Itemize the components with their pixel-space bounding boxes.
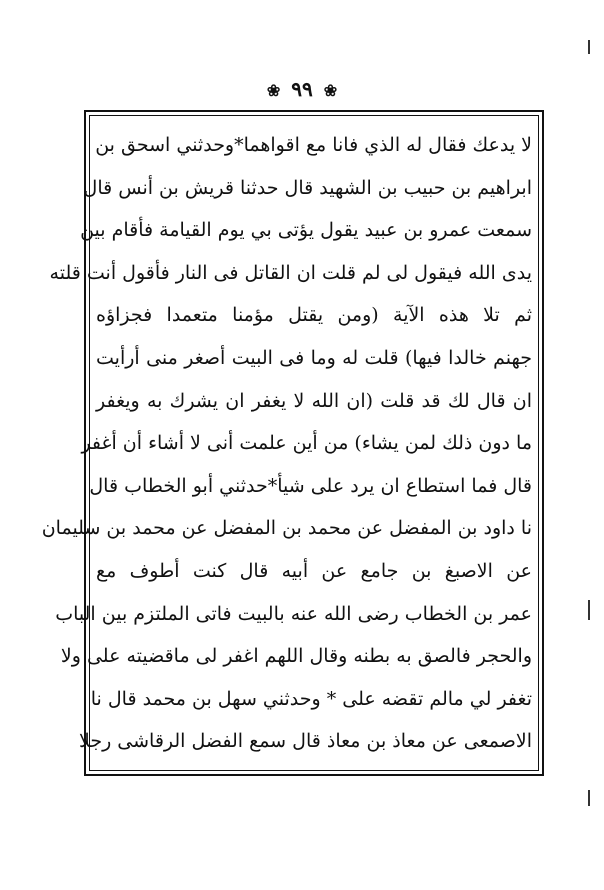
margin-mark	[588, 600, 590, 620]
margin-mark	[588, 40, 590, 54]
text-line: سمعت عمرو بن عبيد يقول يؤتى بي يوم القيامة فأقام بين	[80, 219, 532, 242]
ornament-icon: ❀	[323, 81, 338, 100]
ornament-icon: ❀	[266, 81, 281, 100]
page-number	[0, 76, 604, 104]
text-line: ما دون ذلك لمن يشاء) من أين علمت أنى لا أشاء أن أغفر	[81, 432, 532, 455]
text-line: عمر بن الخطاب رضى الله عنه بالبيت فاتى الملتزم بين الباب	[55, 602, 532, 625]
text-line: قال فما استطاع ان يرد على شيأ*حدثني أبو الخطاب قال	[89, 474, 532, 497]
text-line: الاصمعى عن معاذ بن معاذ قال سمع الفضل الرقاشى رجلا	[78, 730, 532, 753]
text-line: تغفر لي مالم تقضه على * وحدثني سهل بن محمد قال نا	[90, 687, 532, 710]
text-line: لا يدعك فقال له الذي فانا مع اقواهما*وحدثني اسحق بن	[95, 134, 532, 156]
text-line: والحجر فالصق به بطنه وقال اللهم اغفر لى ماقضيته على ولا	[60, 645, 532, 668]
text-line: ان قال لك قد قلت (ان الله لا يغفر ان يشرك به ويغفر	[96, 389, 532, 412]
text-line: جهنم خالدا فيها) قلت له وما فى البيت أصغر منى أرأيت	[96, 346, 532, 369]
text-block	[41, 124, 532, 764]
text-line: نا داود بن المفضل عن محمد بن المفضل عن محمد بن سليمان	[41, 517, 532, 540]
margin-mark	[588, 790, 590, 806]
text-line: ثم تلا هذه الآية (ومن يقتل مؤمنا متعمدا فجزاؤه	[96, 304, 532, 327]
text-line: عن الاصبغ بن جامع عن أبيه قال كنت أطوف مع	[96, 559, 532, 582]
page-number-value: ٩٩	[291, 77, 313, 101]
text-line: يدى الله فيقول لى لم قلت ان القاتل فى النار فأقول أنت قلته	[49, 261, 532, 284]
text-line: ابراهيم بن حبيب بن الشهيد قال حدثنا قريش بن أنس قال	[83, 176, 532, 199]
